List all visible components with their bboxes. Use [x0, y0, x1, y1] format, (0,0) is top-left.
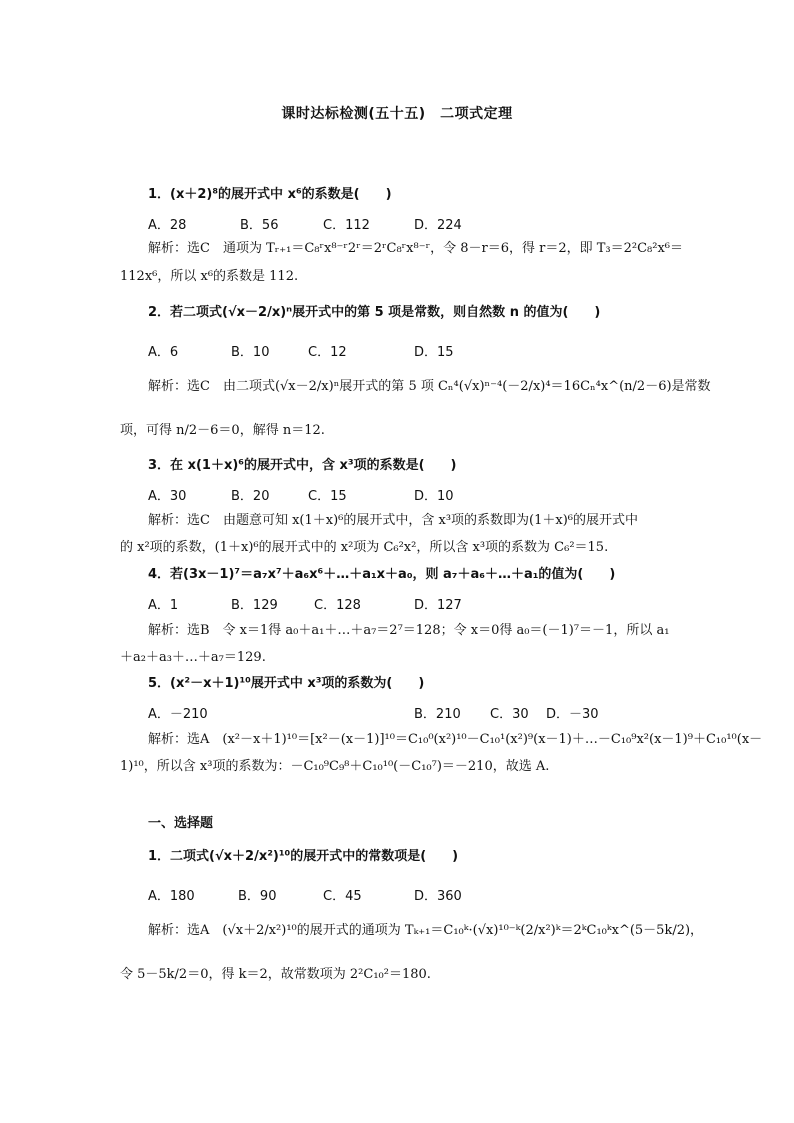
- question-2-options: [148, 341, 548, 359]
- question-2-solution-line-1: 解析：选C 由二项式(√x－2/x)ⁿ展开式的第 5 项 Cₙ⁴(√x)ⁿ⁻⁴(－2/x)⁴＝16Cₙ⁴x^(n/2－6)是常数: [148, 379, 711, 394]
- option-a: A．30: [148, 489, 187, 504]
- option-d: D．360: [414, 889, 462, 904]
- question-1-options: [148, 214, 548, 232]
- option-c: C．15: [308, 489, 347, 504]
- question-5-stem: 5．(x²－x＋1)¹⁰展开式中 x³项的系数为( ): [148, 676, 425, 691]
- practice-1-stem: 1．二项式(√x＋2/x²)¹⁰的展开式中的常数项是( ): [148, 849, 459, 864]
- option-a: A．180: [148, 889, 195, 904]
- question-2-solution-line-2: 项，可得 n/2－6＝0，解得 n＝12.: [120, 423, 325, 438]
- question-4-solution-line-1: 解析：选B 令 x＝1得 a₀＋a₁＋…＋a₇＝2⁷＝128；令 x＝0得 a₀＝(－1)⁷＝－1，所以 a₁: [148, 623, 670, 638]
- option-b: B．56: [240, 218, 279, 233]
- question-4-stem: 4．若(3x－1)⁷＝a₇x⁷＋a₆x⁶＋…＋a₁x＋a₀，则 a₇＋a₆＋…＋a₁的值为( ): [148, 567, 616, 582]
- option-d: D．－30: [546, 707, 599, 722]
- option-c: C．112: [323, 218, 370, 233]
- option-c: C．30: [490, 707, 529, 722]
- option-a: A．1: [148, 598, 179, 613]
- question-3-options: [148, 485, 548, 503]
- option-d: D．10: [414, 489, 454, 504]
- question-3-stem: 3．在 x(1＋x)⁶的展开式中，含 x³项的系数是( ): [148, 458, 457, 473]
- question-4-options: [148, 594, 548, 612]
- section-heading: 一、选择题: [148, 816, 214, 831]
- option-c: C．128: [314, 598, 361, 613]
- question-5-solution-line-1: 解析：选A (x²－x＋1)¹⁰＝[x²－(x－1)]¹⁰＝C₁₀⁰(x²)¹⁰－C₁₀¹(x²)⁹(x－1)＋…－C₁₀⁹x²(x－1)⁹＋C₁₀¹⁰(x－: [148, 732, 763, 747]
- question-5-solution-line-2: 1)¹⁰，所以含 x³项的系数为：－C₁₀⁹C₉⁸＋C₁₀¹⁰(－C₁₀⁷)＝－210，故选 A.: [120, 759, 550, 774]
- option-a: A．28: [148, 218, 187, 233]
- option-d: D．224: [414, 218, 462, 233]
- question-3-solution-line-2: 的 x²项的系数，(1＋x)⁶的展开式中的 x²项为 C₆²x²，所以含 x³项的系数为 C₆²＝15.: [120, 540, 609, 555]
- option-a: A．－210: [148, 707, 208, 722]
- question-4-solution-line-2: ＋a₂＋a₃＋…＋a₇＝129.: [120, 650, 266, 665]
- question-3-solution-line-1: 解析：选C 由题意可知 x(1＋x)⁶的展开式中，含 x³项的系数即为(1＋x)⁶的展开式中: [148, 513, 639, 528]
- practice-1-solution-line-1: 解析：选A (√x＋2/x²)¹⁰的展开式的通项为 Tₖ₊₁＝C₁₀ᵏ·(√x)¹⁰⁻ᵏ(2/x²)ᵏ＝2ᵏC₁₀ᵏx^(5－5k/2)，: [148, 923, 704, 938]
- option-b: B．10: [231, 345, 270, 360]
- option-b: B．129: [231, 598, 278, 613]
- question-1-stem: 1．(x＋2)⁸的展开式中 x⁶的系数是( ): [148, 187, 392, 202]
- option-b: B．90: [238, 889, 277, 904]
- option-b: B．210: [414, 707, 461, 722]
- option-d: D．15: [414, 345, 454, 360]
- practice-1-options: [148, 885, 548, 903]
- practice-1-solution-line-2: 令 5－5k/2＝0，得 k＝2，故常数项为 2²C₁₀²＝180.: [120, 967, 431, 982]
- option-c: C．45: [323, 889, 362, 904]
- page-title: 课时达标检测(五十五) 二项式定理: [281, 106, 513, 122]
- question-1-solution-line-2: 112x⁶，所以 x⁶的系数是 112.: [120, 269, 299, 284]
- question-5-options: [148, 703, 648, 721]
- option-a: A．6: [148, 345, 179, 360]
- question-2-stem: 2．若二项式(√x－2/x)ⁿ展开式中的第 5 项是常数，则自然数 n 的值为( ): [148, 305, 601, 320]
- option-c: C．12: [308, 345, 347, 360]
- option-b: B．20: [231, 489, 270, 504]
- option-d: D．127: [414, 598, 462, 613]
- question-1-solution-line-1: 解析：选C 通项为 Tᵣ₊₁＝C₈ʳx⁸⁻ʳ2ʳ＝2ʳC₈ʳx⁸⁻ʳ，令 8－r＝6，得 r＝2，即 T₃＝2²C₈²x⁶＝: [148, 241, 683, 256]
